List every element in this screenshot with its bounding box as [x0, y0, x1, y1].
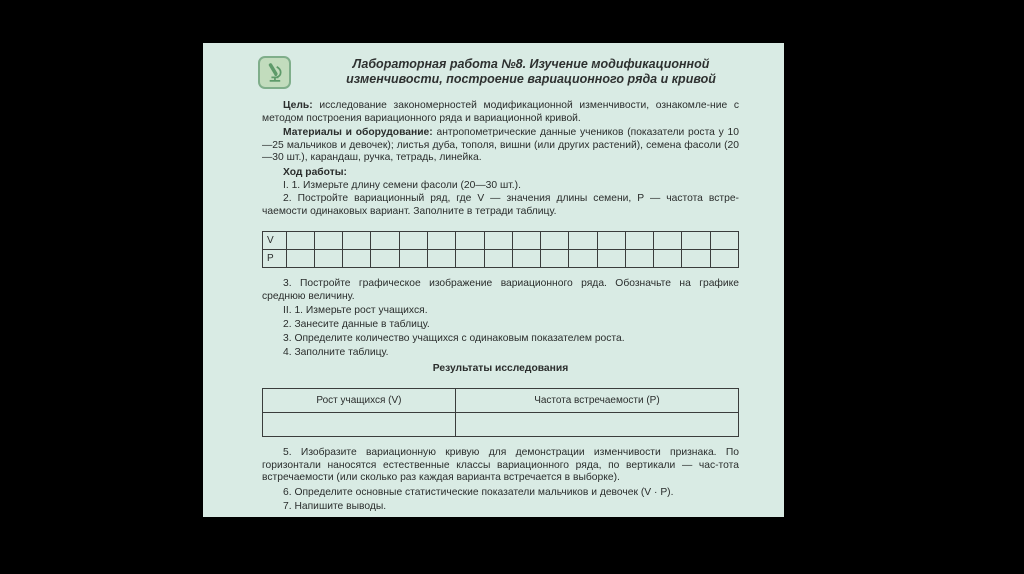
- results-col-frequency: Частота встречаемости (P): [455, 389, 738, 413]
- goal-label: Цель:: [283, 100, 313, 111]
- title-line-2: изменчивости, построение вариационного ряда и кривой: [346, 72, 716, 86]
- microscope-icon: [258, 56, 291, 89]
- title-line-1: Лабораторная работа №8. Изучение модификационной: [352, 57, 710, 71]
- step-i-3: 3. Постройте графическое изображение вариационного ряда. Обозначьте на графике среднюю величину.: [262, 278, 739, 302]
- step-i-2: 2. Постройте вариационный ряд, где V — значения длины семени, P — частота встре-чаемости одинаковых вариант. Заполните в тетради таблицу.: [262, 193, 739, 217]
- step-6: 6. Определите основные статистические показатели мальчиков и девочек (V · P).: [283, 487, 674, 498]
- vp-row-label-p: P: [263, 250, 287, 268]
- results-table: [262, 388, 739, 437]
- step-ii-3: 3. Определите количество учащихся с одинаковым показателем роста.: [283, 333, 625, 344]
- procedure-heading: Ход работы:: [283, 167, 347, 178]
- materials-label: Материалы и оборудование:: [283, 127, 433, 138]
- table-row: [263, 250, 739, 268]
- materials-text: антропометрические данные учеников (показатели роста у 10—25 мальчиков и девочек); листья дуба, тополя, вишни (или других растений), семена фасоли (20—30 шт.), карандаш, ручка, тетрадь, линейка.: [262, 127, 739, 164]
- results-caption: Результаты исследования: [432, 363, 569, 374]
- table-row: [263, 413, 739, 437]
- step-5: 5. Изобразите вариационную кривую для демонстрации изменчивости признака. По горизонтали наносятся естественные классы вариационного ряда, по вертикали — час-тота встречаемости (или сколько раз каждая варианта встречается в выборке).: [262, 447, 739, 484]
- goal-paragraph: [262, 100, 739, 125]
- goal-text: исследование закономерностей модификационной изменчивости, ознакомле-ние с методом построения вариационного ряда и вариационной кривой.: [262, 100, 739, 124]
- step-ii-2: 2. Занесите данные в таблицу.: [283, 319, 430, 330]
- vp-table: [262, 231, 739, 268]
- step-ii-1: II. 1. Измерьте рост учащихся.: [283, 305, 428, 316]
- materials-paragraph: [262, 127, 739, 165]
- textbook-page: [203, 43, 784, 517]
- results-col-height: Рост учащихся (V): [263, 389, 456, 413]
- step-i-1: I. 1. Измерьте длину семени фасоли (20—30 шт.).: [283, 180, 521, 191]
- page-title: [293, 57, 769, 87]
- table-row: [263, 232, 739, 250]
- vp-row-label-v: V: [263, 232, 287, 250]
- step-ii-4: 4. Заполните таблицу.: [283, 347, 389, 358]
- step-7: 7. Напишите выводы.: [283, 501, 387, 512]
- table-row: [263, 389, 739, 413]
